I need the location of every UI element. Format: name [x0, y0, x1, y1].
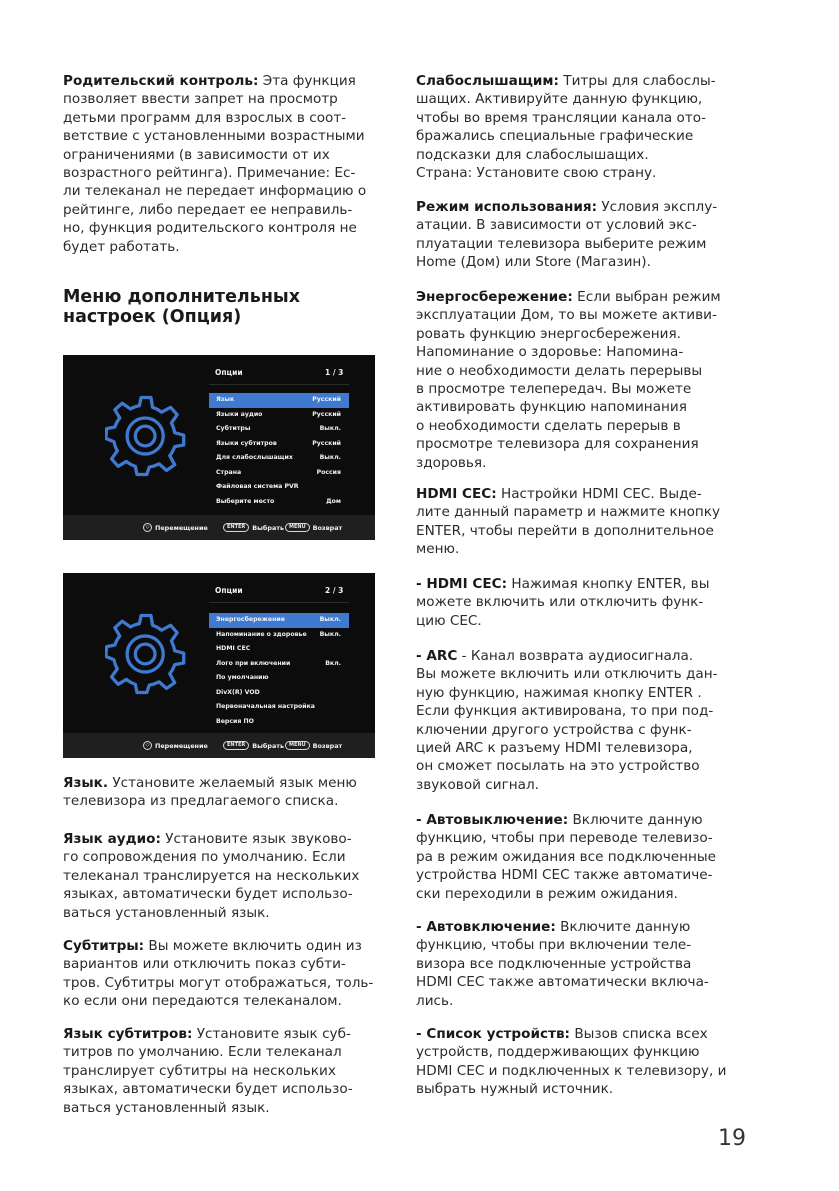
- menu-item-language[interactable]: Язык Русский: [209, 393, 349, 408]
- usage-mode-paragraph: Режим использования: Условия эксплу- атации. В зависимости от условий экс- плуатации телевизора выберите режим Home (Дом) или Store (Магазин).: [416, 199, 718, 271]
- menu-page-indicator: 1 / 3: [325, 368, 344, 377]
- device-list-paragraph: - Список устройств: Вызов списка всех устройств, поддерживающих функцию HDMI CEC и подключенных к телевизору, и выбрать нужный источник.: [416, 1026, 727, 1098]
- parental-control-term: Родительский контроль:: [63, 73, 259, 89]
- section-heading: Меню дополнительных настроек (Опция): [63, 287, 301, 327]
- auto-on-paragraph: - Автовключение: Включите данную функцию, чтобы при включении теле- визора все подключенные устройства HDMI CEC также автоматически включа- лись.: [416, 919, 709, 1009]
- navigate-icon: ◇: [143, 523, 152, 532]
- menu-item-hdmi-cec[interactable]: HDMI CEC: [216, 645, 251, 652]
- hint-bar: [63, 515, 375, 540]
- hint-select: ENTER Выбрать: [223, 741, 284, 750]
- hint-back: MENU Возврат: [285, 523, 342, 532]
- menu-item-energy-saving[interactable]: Энергосбережение Выкл.: [209, 613, 349, 628]
- auto-off-paragraph: - Автовыключение: Включите данную функцию, чтобы при переводе телевизо- ра в режим ожидания все подключенные устройства HDMI CEC также автоматиче- ски переходили в режим ожидания.: [416, 812, 716, 902]
- hearing-impaired-paragraph: Слабослышащим: Титры для слабослы- шащих. Активируйте данную функцию, чтобы во время трансляции канала ото- бражались специальные графические подсказки для слабослышащих. Страна: Установите свою страну.: [416, 73, 716, 182]
- menu-item-first-time-setup[interactable]: Первоначальная настройка: [216, 703, 315, 710]
- hint-bar: [63, 733, 375, 758]
- menu-item-software-version[interactable]: Версия ПО: [216, 717, 254, 725]
- menu-title: Опции: [215, 368, 243, 377]
- page-number: 19: [718, 1126, 746, 1151]
- gear-icon: [105, 613, 187, 695]
- menu-item-default[interactable]: По умолчанию: [216, 674, 269, 681]
- divider: [209, 602, 349, 603]
- navigate-icon: ◇: [143, 741, 152, 750]
- menu-item-location[interactable]: Выберите место Дом: [216, 497, 341, 505]
- divider: [209, 384, 349, 385]
- parental-control-text: Эта функция позволяет ввести запрет на просмотр детьми программ для взрослых в соот- ветствие с установленными возрастными ограничениями (в зависимости от их возрастного рейтинга). Примечание: Ес- ли телеканал не передает информацию о рейтинге, либо передает ее неправиль- но, функция родительского контроля не будет работать.: [63, 73, 367, 255]
- tv-screen-options-2: [63, 573, 375, 758]
- menu-key-icon: MENU: [285, 741, 310, 750]
- hdmi-cec-sub-paragraph: - HDMI CEC: Нажимая кнопку ENTER, вы можете включить или отключить функ- цию CEC.: [416, 576, 710, 629]
- menu-item-country[interactable]: Страна Россия: [216, 468, 341, 476]
- options-menu: [209, 393, 349, 509]
- gear-icon: [105, 395, 187, 477]
- menu-page-indicator: 2 / 3: [325, 586, 344, 595]
- audio-language-paragraph: Язык аудио: Установите язык звуково- го сопровождения по умолчанию. Если телеканал транслируется на нескольких языках, автоматически будет использо- ваться установленный язык.: [63, 831, 360, 921]
- tv-screen-options-1: [63, 355, 375, 540]
- arc-paragraph: - ARC - Канал возврата аудиосигнала. Вы можете включить или отключить дан- ную функцию, нажимая кнопку ENTER . Если функция активирована, то при под- ключении другого устройства с функ- цией ARC к разъему HDMI телевизора, он сможет посылать на это устройство звуковой сигнал.: [416, 648, 718, 793]
- menu-item-audio-languages[interactable]: Языки аудио Русский: [216, 410, 341, 418]
- hdmi-cec-paragraph: HDMI CEC: Настройки HDMI CEC. Выде- лите данный параметр и нажмите кнопку ENTER, чтобы перейти в дополнительное меню.: [416, 486, 721, 558]
- language-paragraph: Язык. Установите желаемый язык меню телевизора из предлагаемого списка.: [63, 775, 357, 810]
- menu-item-power-on-logo[interactable]: Лого при включении Вкл.: [216, 659, 341, 667]
- parental-control-paragraph: [63, 72, 403, 256]
- hint-move: ◇ Перемещение: [143, 741, 208, 750]
- menu-item-subtitles[interactable]: Субтитры Выкл.: [216, 425, 341, 432]
- enter-key-icon: ENTER: [223, 741, 249, 750]
- menu-item-subtitle-languages[interactable]: Языки субтитров Русский: [216, 439, 341, 447]
- menu-item-hearing-impaired[interactable]: Для слабослышащих Выкл.: [216, 454, 341, 461]
- energy-saving-paragraph: Энергосбережение: Если выбран режим эксплуатации Дом, то вы можете активи- ровать функцию энергосбережения. Напоминание о здоровье: Напомина- ние о необходимости делать перерывы в просмотре телепередач. Вы можете активировать функцию напоминания о необходимости сделать перерыв в просмотре телевизора для сохранения здоровья.: [416, 289, 721, 471]
- hint-back: MENU Возврат: [285, 741, 342, 750]
- subtitles-paragraph: Субтитры: Вы можете включить один из вариантов или отключить показ субти- тров. Субтитры могут отображаться, толь- ко если они передаются телеканалом.: [63, 938, 374, 1010]
- options-menu: [209, 613, 349, 729]
- menu-item-divx-vod[interactable]: DivX(R) VOD: [216, 688, 260, 696]
- menu-item-health-reminder[interactable]: Напоминание о здоровье Выкл.: [216, 630, 341, 638]
- menu-key-icon: MENU: [285, 523, 310, 532]
- enter-key-icon: ENTER: [223, 523, 249, 532]
- subtitle-language-paragraph: Язык субтитров: Установите язык суб- титров по умолчанию. Если телеканал транслирует субтитры на нескольких языках, автоматически будет использо- ваться установленный язык.: [63, 1026, 353, 1116]
- menu-title: Опции: [215, 586, 243, 595]
- menu-item-pvr-file-system[interactable]: Файловая система PVR: [216, 483, 299, 490]
- hint-select: ENTER Выбрать: [223, 523, 284, 532]
- hint-move: ◇ Перемещение: [143, 523, 208, 532]
